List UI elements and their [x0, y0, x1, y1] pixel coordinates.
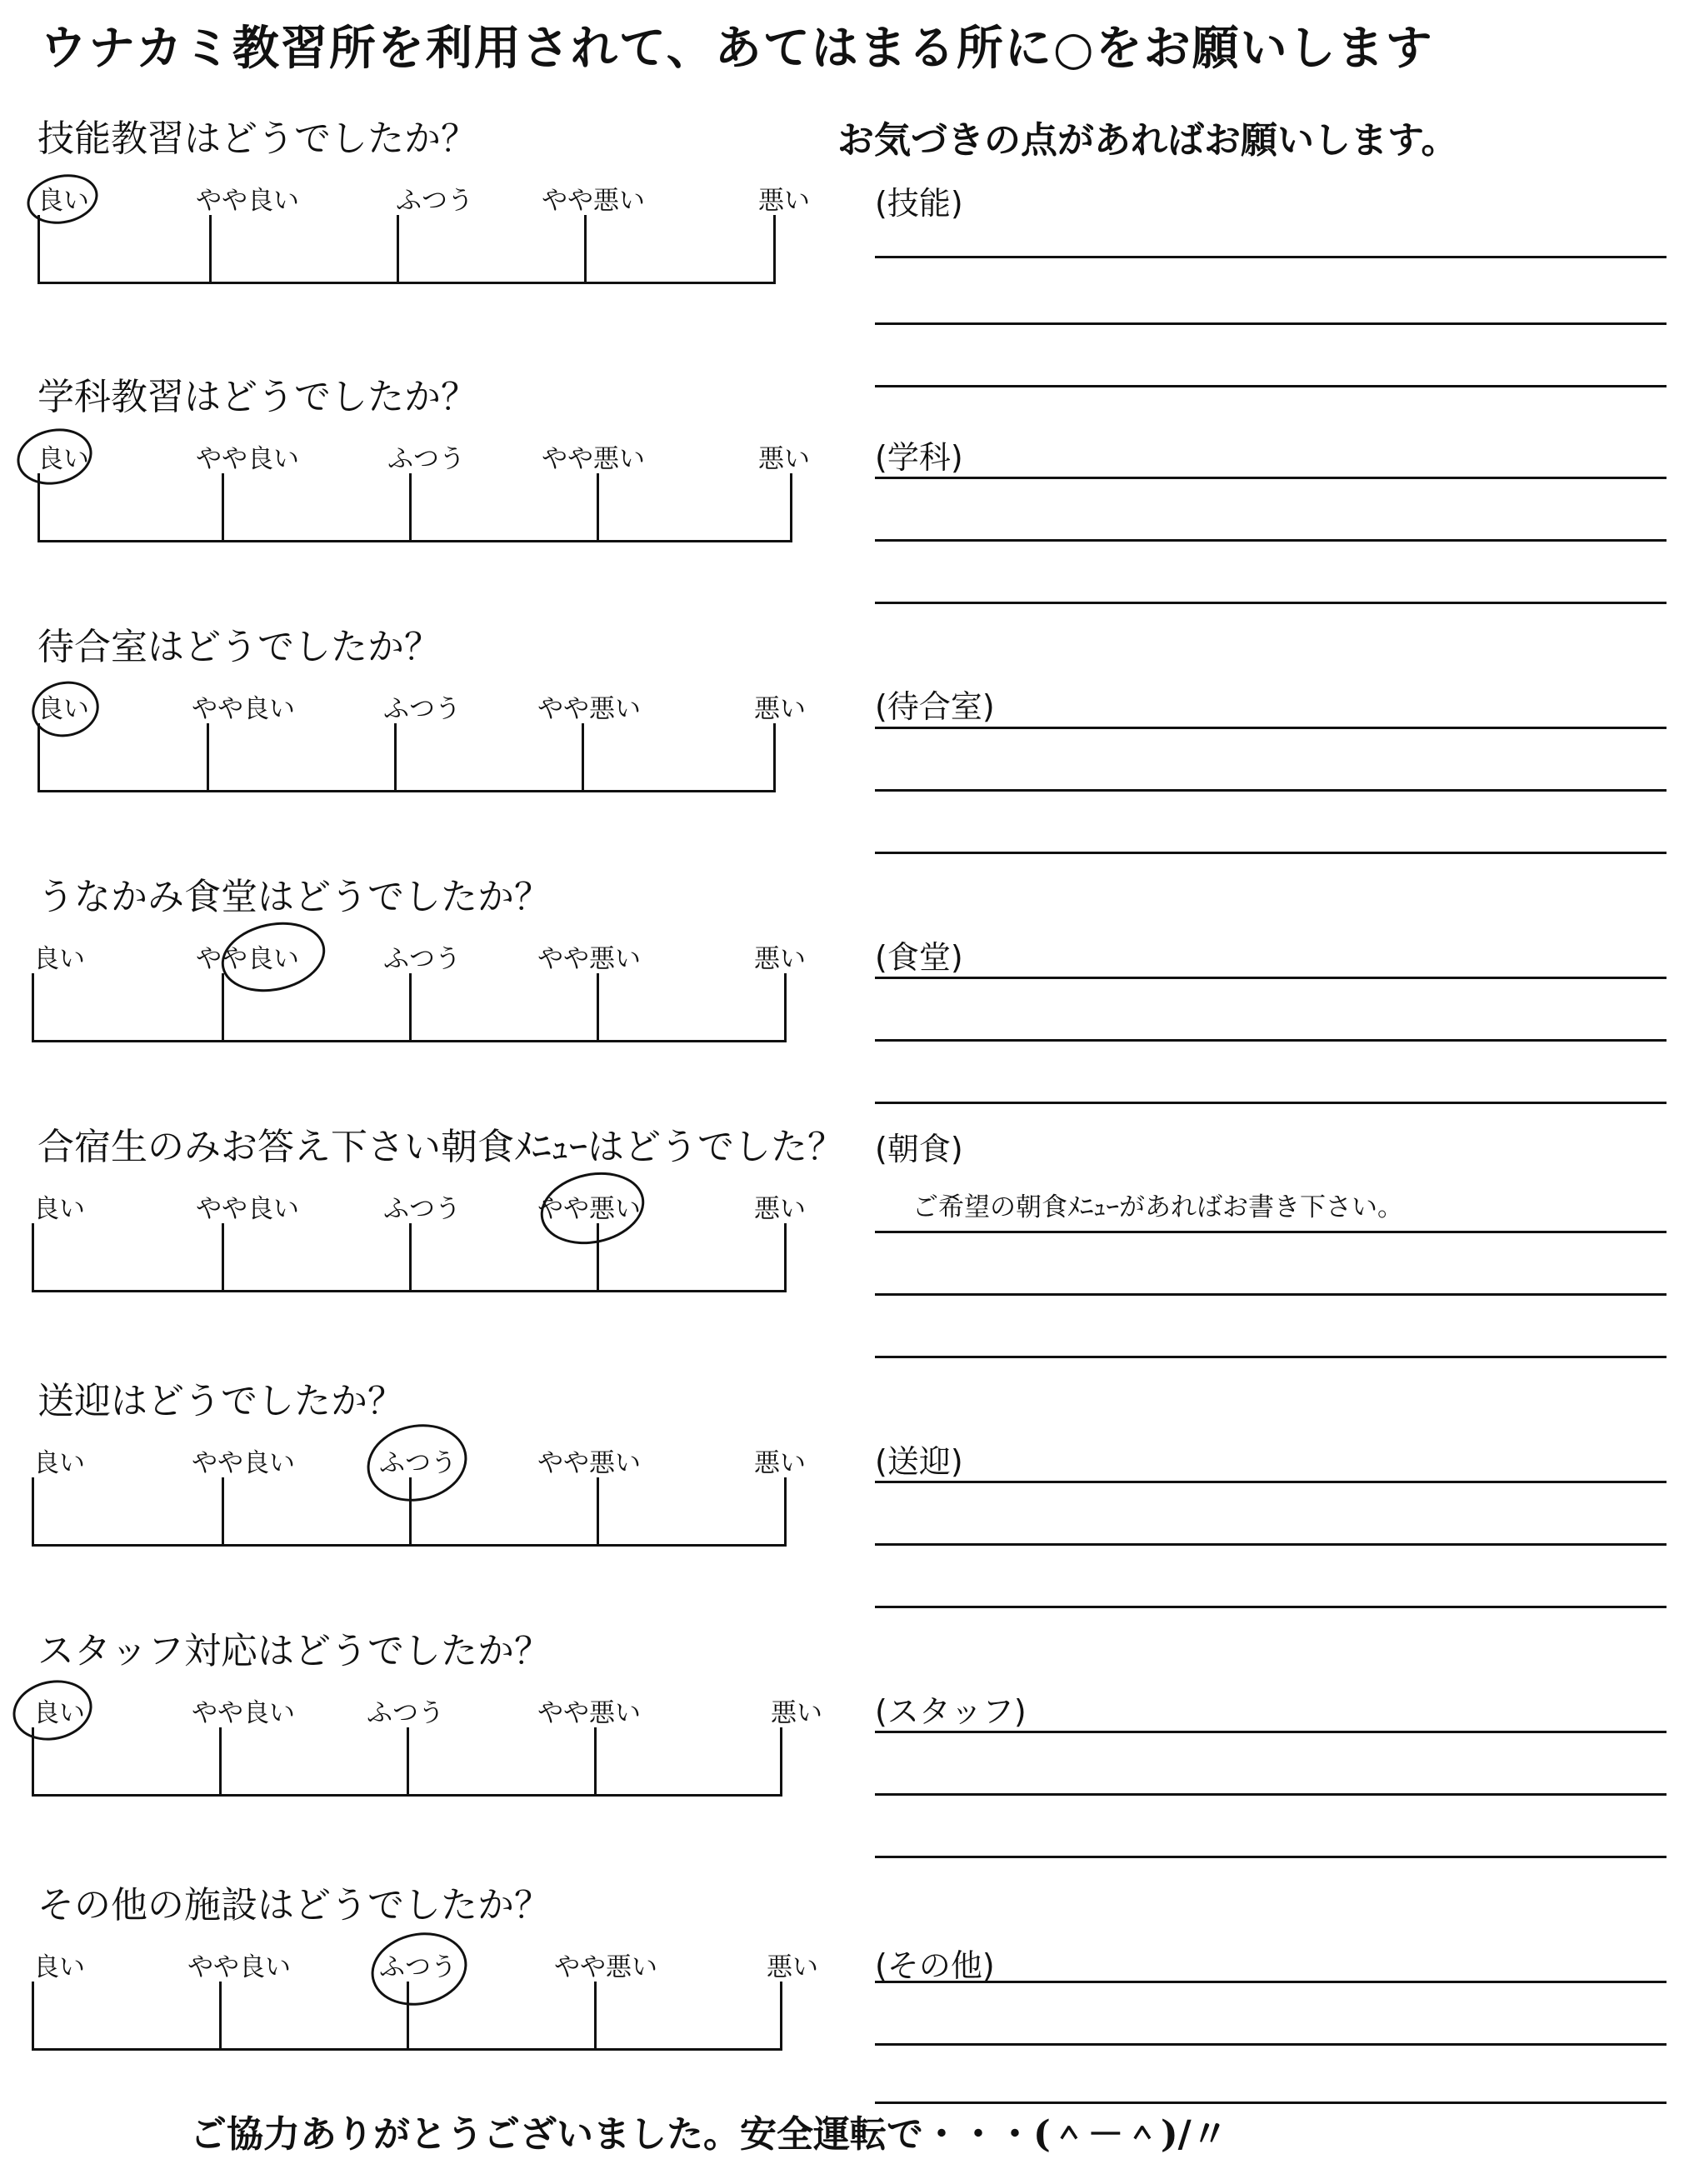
breakfast-hint: ご希望の朝食ﾒﾆｭｰがあればお書き下さい。	[912, 1192, 1403, 1222]
note-label-skill: (技能)	[875, 185, 963, 222]
question-staff	[0, 1621, 1684, 1871]
note-line[interactable]	[875, 1606, 1667, 1608]
option-bad[interactable]: 悪い	[758, 444, 810, 474]
option-fairly-good[interactable]: やや良い	[196, 944, 299, 974]
option-fairly-good[interactable]: やや良い	[196, 444, 299, 474]
option-fairly-good[interactable]: やや良い	[196, 1194, 299, 1224]
option-bad[interactable]: 悪い	[754, 944, 806, 974]
scale-tick	[597, 473, 599, 540]
scale-tick	[409, 473, 412, 540]
option-fairly-bad[interactable]: やや悪い	[537, 1194, 641, 1224]
option-fairly-bad[interactable]: やや悪い	[554, 1952, 657, 1982]
question-text: うなかみ食堂はどうでしたか？	[37, 876, 551, 918]
page-title: ウナカミ教習所を利用されて、あてはまる所に○をお願いします	[40, 21, 1434, 76]
note-line[interactable]	[875, 1356, 1667, 1358]
scale-tick	[397, 215, 399, 282]
scale-tick	[207, 723, 209, 790]
option-fairly-bad[interactable]: やや悪い	[537, 944, 641, 974]
note-line[interactable]	[875, 1731, 1667, 1733]
option-bad[interactable]: 悪い	[767, 1952, 818, 1982]
note-line[interactable]	[875, 602, 1667, 604]
scale-tick	[219, 1727, 222, 1794]
note-line[interactable]	[875, 1856, 1667, 1858]
option-fairly-good[interactable]: やや良い	[196, 186, 299, 216]
scale-tick	[582, 723, 584, 790]
option-average[interactable]: ふつう	[383, 944, 461, 974]
note-label-classroom: (学科)	[875, 439, 963, 476]
scale-tick	[219, 1982, 222, 2048]
option-fairly-good[interactable]: やや良い	[192, 1448, 295, 1478]
note-line[interactable]	[875, 385, 1667, 387]
scale-tick	[584, 215, 587, 282]
note-label-staff: (スタッフ)	[875, 1693, 1027, 1730]
note-line[interactable]	[875, 727, 1667, 729]
note-line[interactable]	[875, 1039, 1667, 1042]
option-good[interactable]: 良い	[33, 1698, 85, 1728]
option-fairly-good[interactable]: やや良い	[192, 694, 295, 724]
note-label-cafeteria: (食堂)	[875, 939, 963, 976]
scale-tick	[407, 1727, 409, 1794]
note-label-shuttle: (送迎)	[875, 1443, 963, 1480]
scale-tick	[409, 1223, 412, 1290]
option-bad[interactable]: 悪い	[754, 1194, 806, 1224]
option-average[interactable]: ふつう	[383, 694, 461, 724]
question-text: 送迎はどうでしたか？	[37, 1380, 404, 1422]
option-bad[interactable]: 悪い	[758, 186, 810, 216]
note-line[interactable]	[875, 539, 1667, 542]
rating-scale	[37, 723, 776, 792]
option-good[interactable]: 良い	[33, 944, 85, 974]
rating-scale	[32, 973, 787, 1042]
option-good[interactable]: 良い	[33, 1952, 85, 1982]
question-text: その他の施設はどうでしたか？	[37, 1884, 551, 1927]
option-average[interactable]: ふつう	[379, 1448, 457, 1478]
question-text: スタッフ対応はどうでしたか？	[37, 1630, 551, 1672]
note-line[interactable]	[875, 1793, 1667, 1796]
scale-tick	[597, 1477, 599, 1544]
note-line[interactable]	[875, 1293, 1667, 1296]
option-good[interactable]: 良い	[37, 694, 89, 724]
note-line[interactable]	[875, 322, 1667, 325]
question-classroom	[0, 367, 1684, 617]
option-bad[interactable]: 悪い	[771, 1698, 822, 1728]
option-good[interactable]: 良い	[33, 1194, 85, 1224]
option-average[interactable]: ふつう	[383, 1194, 461, 1224]
question-shuttle	[0, 1371, 1684, 1621]
rating-scale	[37, 215, 776, 284]
scale-tick	[409, 973, 412, 1040]
option-fairly-bad[interactable]: やや悪い	[537, 1698, 641, 1728]
option-good[interactable]: 良い	[33, 1448, 85, 1478]
question-text: 待合室はどうでしたか？	[37, 626, 441, 668]
option-fairly-bad[interactable]: やや悪い	[542, 444, 645, 474]
question-breakfast	[0, 1117, 1684, 1367]
option-fairly-good[interactable]: やや良い	[187, 1952, 291, 1982]
note-label-breakfast: (朝食)	[875, 1131, 963, 1167]
note-line[interactable]	[875, 1102, 1667, 1104]
scale-tick	[394, 723, 397, 790]
note-label-waiting-room: (待合室)	[875, 688, 995, 725]
option-fairly-bad[interactable]: やや悪い	[537, 694, 641, 724]
question-waiting-room	[0, 617, 1684, 867]
question-other-facilities	[0, 1875, 1684, 2125]
option-good[interactable]: 良い	[37, 444, 89, 474]
scale-tick	[222, 973, 224, 1040]
rating-scale	[32, 1223, 787, 1292]
option-fairly-bad[interactable]: やや悪い	[537, 1448, 641, 1478]
option-bad[interactable]: 悪い	[754, 694, 806, 724]
scale-tick	[222, 1223, 224, 1290]
note-line[interactable]	[875, 1981, 1667, 1983]
option-fairly-bad[interactable]: やや悪い	[542, 186, 645, 216]
option-average[interactable]: ふつう	[396, 186, 473, 216]
option-average[interactable]: ふつう	[367, 1698, 444, 1728]
question-text: 技能教習はどうでしたか？	[37, 117, 477, 160]
scale-tick	[222, 473, 224, 540]
option-bad[interactable]: 悪い	[754, 1448, 806, 1478]
note-line[interactable]	[875, 256, 1667, 258]
rating-scale	[37, 473, 792, 542]
scale-tick	[222, 1477, 224, 1544]
option-good[interactable]: 良い	[37, 186, 89, 216]
note-line[interactable]	[875, 1231, 1667, 1233]
scale-tick	[594, 1982, 597, 2048]
scale-tick	[597, 973, 599, 1040]
note-line[interactable]	[875, 1481, 1667, 1483]
scale-tick	[209, 215, 212, 282]
option-fairly-good[interactable]: やや良い	[192, 1698, 295, 1728]
option-average[interactable]: ふつう	[387, 444, 465, 474]
question-cafeteria	[0, 867, 1684, 1117]
note-line[interactable]	[875, 852, 1667, 854]
rating-scale	[32, 1727, 782, 1797]
notes-header: お気づきの点があればお願いします。	[837, 119, 1458, 162]
note-line[interactable]	[875, 977, 1667, 979]
note-line[interactable]	[875, 789, 1667, 792]
footer-thanks: ご協力ありがとうございました。安全運転で・・・(＾－＾)/〃	[190, 2113, 1228, 2156]
note-line[interactable]	[875, 1543, 1667, 1546]
note-label-other: (その他)	[875, 1947, 995, 1984]
question-text: 学科教習はどうでしたか？	[37, 376, 477, 418]
question-text: 合宿生のみお答え下さい朝食ﾒﾆｭｰはどうでした？	[37, 1126, 844, 1168]
note-line[interactable]	[875, 477, 1667, 479]
scale-tick	[594, 1727, 597, 1794]
option-average[interactable]: ふつう	[379, 1952, 457, 1982]
note-line[interactable]	[875, 2043, 1667, 2046]
